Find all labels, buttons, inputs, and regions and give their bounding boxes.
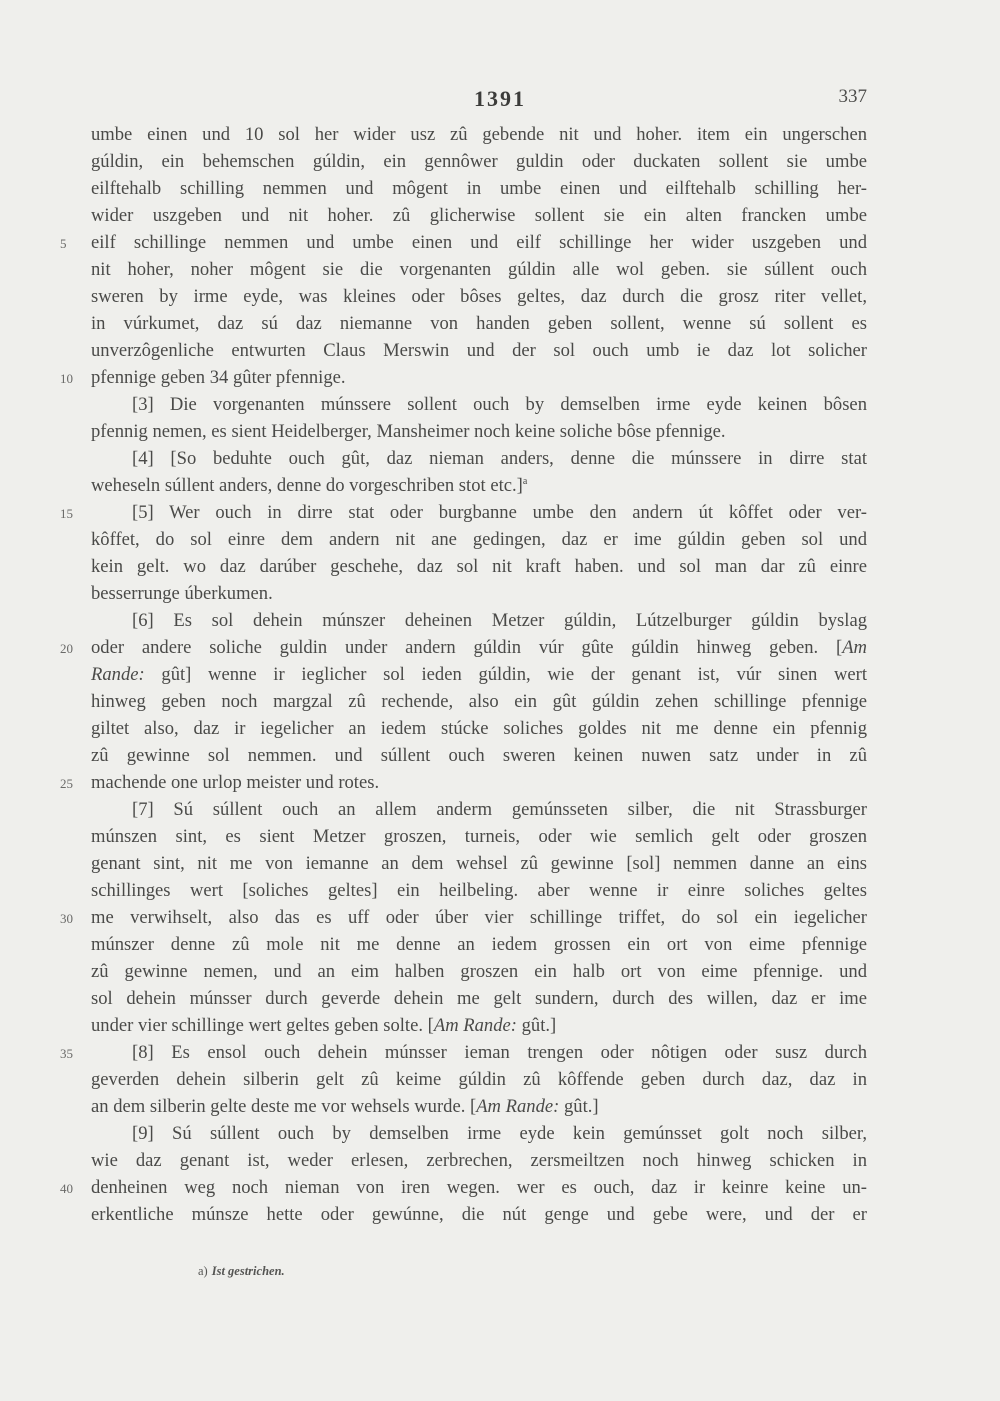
text-line <box>91 742 867 769</box>
line-number: 5 <box>60 236 67 251</box>
text-line <box>60 499 867 526</box>
line-text: kein gelt. wo daz darúber geschehe, daz sol nit kraft haben. und sol man dar zû einre <box>91 556 867 577</box>
text-line <box>91 688 867 715</box>
body-text <box>60 121 867 1228</box>
line-text: zû gewinne nemen, und an eim halben groszen ein halb ort von eime pfennige. und <box>91 961 867 982</box>
text-line <box>91 256 867 283</box>
line-text: wider uszgeben und nit hoher. zû glicherwise sollent sie ein alten francken umbe <box>91 205 867 226</box>
text-line <box>91 931 867 958</box>
text-line <box>60 634 867 661</box>
line-text: sweren by irme eyde, was kleines oder bôses geltes, daz durch die grosz riter vellet, <box>91 286 867 307</box>
line-text: nit hoher, noher môgent sie die vorgenanten gúldin alle wol geben. sie súllent ouch <box>91 259 867 280</box>
page-number: 337 <box>838 86 867 107</box>
line-number: 25 <box>60 776 73 791</box>
line-text: [9] Sú súllent ouch by demselben irme eyde kein gemúnsset golt noch silber, <box>132 1123 867 1144</box>
text-line <box>60 769 867 796</box>
line-text: hinweg geben noch margzal zû rechende, also ein gût gúldin zehen schillinge pfennige <box>91 691 867 712</box>
footnote <box>198 1264 285 1279</box>
line-text: umbe einen und 10 sol her wider usz zû gebende nit und hoher. item ein ungerschen <box>91 124 867 145</box>
text-line <box>91 553 867 580</box>
line-text: [6] Es sol dehein múnszer deheinen Metzer gúldin, Lútzelburger gúldin byslag <box>132 610 867 631</box>
line-text: schillinges wert [soliches geltes] ein heilbeling. aber wenne ir einre soliches geltes <box>91 880 867 901</box>
line-text: an dem silberin gelte deste me vor wehsels wurde. [ <box>91 1096 477 1117</box>
text-line <box>91 148 867 175</box>
line-text-tail: gût.] <box>559 1096 599 1117</box>
text-line <box>60 364 867 391</box>
page-header-year: 1391 <box>474 86 526 111</box>
text-line <box>91 1120 867 1147</box>
line-text: eilftehalb schilling nemmen und môgent in umbe einen und eilftehalb schilling her- <box>91 178 867 199</box>
line-text: wie daz genant ist, weder erlesen, zerbrechen, zersmeiltzen noch hinweg schicken in <box>91 1150 867 1171</box>
text-line <box>91 175 867 202</box>
line-text: giltet also, daz ir iegelicher an iedem stúcke soliches goldes nit me denne ein pfennig <box>91 718 867 739</box>
text-line <box>91 580 867 607</box>
line-text: [4] [So beduhte ouch gût, daz nieman anders, denne die múnssere in dirre stat <box>132 448 867 469</box>
text-line <box>91 391 867 418</box>
line-text: [5] Wer ouch in dirre stat oder burgbanne umbe den andern út kôffet oder ver- <box>132 502 867 523</box>
margin-note-italic: Am Rande: <box>476 1096 560 1117</box>
text-line <box>91 526 867 553</box>
footnote-reference: a <box>522 475 528 487</box>
text-line <box>91 310 867 337</box>
line-text: zû gewinne sol nemmen. und súllent ouch sweren keinen nuwen satz under in zû <box>91 745 867 766</box>
line-text: sol dehein múnsser durch geverde dehein me gelt sundern, durch des willen, daz er ime <box>91 988 867 1009</box>
text-line <box>91 1093 867 1120</box>
text-line <box>60 1174 867 1201</box>
line-text: me verwihselt, also das es uff oder úber vier schillinge triffet, do sol ein iegelicher <box>91 907 867 928</box>
line-text: [8] Es ensol ouch dehein múnsser ieman trengen oder nôtigen oder susz durch <box>132 1042 867 1063</box>
text-line <box>91 958 867 985</box>
text-line <box>91 445 867 472</box>
line-text-tail: gût.] <box>516 1015 557 1036</box>
line-text: [7] Sú súllent ouch an allem anderm gemúnsseten silber, die nit Strassburger <box>132 799 867 820</box>
line-text: pfennige geben 34 gûter pfennige. <box>91 367 346 388</box>
line-text: múnszen sint, es sient Metzer groszen, turneis, oder wie semlich gelt oder groszen <box>91 826 867 847</box>
line-number: 10 <box>60 371 73 386</box>
line-text: kôffet, do sol einre dem andern nit ane gedingen, daz er ime gúldin geben sol und <box>91 529 867 550</box>
text-line <box>91 472 867 499</box>
margin-note-italic: Rande: <box>91 664 145 685</box>
line-text: unverzôgenliche entwurten Claus Merswin und der sol ouch umb ie daz lot solicher <box>91 340 867 361</box>
text-line <box>60 1039 867 1066</box>
line-text: múnszer denne zû mole nit me denne an iedem grossen ein ort von eime pfennige <box>91 934 867 955</box>
text-line <box>91 1066 867 1093</box>
line-text: besserrunge úberkumen. <box>91 583 273 604</box>
text-line <box>91 283 867 310</box>
text-line <box>91 1012 867 1039</box>
line-text: eilf schillinge nemmen und umbe einen und eilf schillinge her wider uszgeben und <box>91 232 867 253</box>
text-line <box>91 121 867 148</box>
margin-note-italic: Am <box>842 637 867 658</box>
text-line <box>91 418 867 445</box>
line-text: gúldin, ein behemschen gúldin, ein gennôwer guldin oder duckaten sollent sie umbe <box>91 151 867 172</box>
footnote-text: Ist gestrichen. <box>211 1264 285 1278</box>
line-text: erkentliche múnsze hette oder gewúnne, die nút genge und gebe were, und der er <box>91 1204 867 1225</box>
line-number: 30 <box>60 911 73 926</box>
line-text: machende one urlop meister und rotes. <box>91 772 380 793</box>
text-line <box>91 661 867 688</box>
line-number: 20 <box>60 641 73 656</box>
margin-note-italic: Am Rande: <box>433 1015 517 1036</box>
text-line <box>91 607 867 634</box>
footnote-marker: a) <box>198 1264 208 1278</box>
text-line <box>60 229 867 256</box>
line-number: 40 <box>60 1181 73 1196</box>
text-line <box>60 904 867 931</box>
text-line <box>91 337 867 364</box>
line-number: 15 <box>60 506 73 521</box>
line-text: genant sint, nit me von iemanne an dem wehsel zû gewinne [sol] nemmen danne an eins <box>91 853 867 874</box>
text-line <box>91 985 867 1012</box>
line-text: weheseln súllent anders, denne do vorgeschriben stot etc.] <box>91 475 523 496</box>
text-line <box>91 877 867 904</box>
line-text: gût] wenne ir ieglicher sol ieden gúldin, wie der genant ist, vúr sinen wert <box>144 664 867 685</box>
line-text: geverden dehein silberin gelt zû keime gúldin zû kôffende geben durch daz, daz in <box>91 1069 867 1090</box>
line-number: 35 <box>60 1046 73 1061</box>
line-text: pfennig nemen, es sient Heidelberger, Mansheimer noch keine soliche bôse pfennige. <box>91 421 726 442</box>
line-text: denheinen weg noch nieman von iren wegen. wer es ouch, daz ir keinre keine un- <box>91 1177 867 1198</box>
text-line <box>91 715 867 742</box>
text-line <box>91 1147 867 1174</box>
text-line <box>91 823 867 850</box>
line-text: [3] Die vorgenanten múnssere sollent ouch by demselben irme eyde keinen bôsen <box>132 394 867 415</box>
text-line <box>91 796 867 823</box>
line-text: oder andere soliche guldin under andern gúldin vúr gûte gúldin hinweg geben. [ <box>91 637 843 658</box>
text-line <box>91 202 867 229</box>
text-line <box>91 850 867 877</box>
line-text: in vúrkumet, daz sú daz niemanne von handen geben sollent, wenne sú sollent es <box>91 313 867 334</box>
text-line <box>91 1201 867 1228</box>
line-text: under vier schillinge wert geltes geben solte. [ <box>91 1015 434 1036</box>
